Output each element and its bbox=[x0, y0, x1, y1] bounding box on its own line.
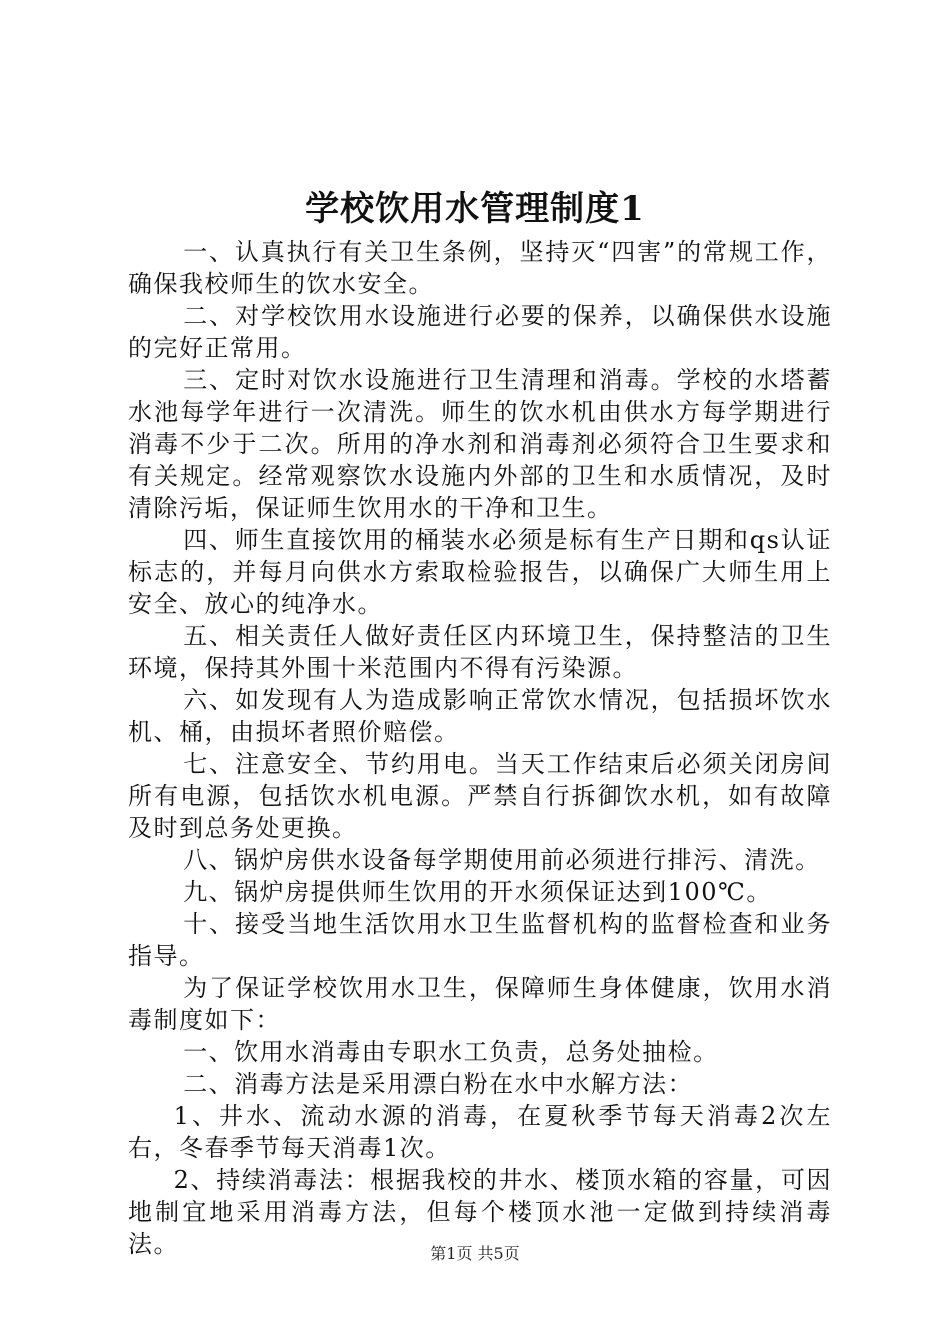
paragraph: 为了保证学校饮用水卫生，保障师生身体健康，饮用水消毒制度如下： bbox=[128, 974, 832, 1034]
paragraph: 三、定时对饮水设施进行卫生清理和消毒。学校的水塔蓄水池每学年进行一次清洗。师生的饮水机由供水方每学期进行消毒不少于二次。所用的净水剂和消毒剂必须符合卫生要求和有关规定。经常观察饮水设施内外部的卫生和水质情况，及时清除污垢，保证师生饮用水的干净和卫生。 bbox=[128, 366, 832, 522]
paragraph: 二、消毒方法是采用漂白粉在水中水解方法： bbox=[183, 1070, 694, 1098]
paragraph: 九、锅炉房提供师生饮用的开水须保证达到100℃。 bbox=[183, 878, 772, 906]
paragraph: 四、师生直接饮用的桶装水必须是标有生产日期和qs认证标志的，并每月向供水方索取检验报告，以确保广大师生用上安全、放心的纯净水。 bbox=[128, 526, 832, 618]
paragraph: 七、注意安全、节约用电。当天工作结束后必须关闭房间所有电源，包括饮水机电源。严禁自行拆御饮水机，如有故障及时到总务处更换。 bbox=[128, 750, 832, 842]
paragraph: 六、如发现有人为造成影响正常饮水情况，包括损坏饮水机、桶，由损坏者照价赔偿。 bbox=[128, 686, 832, 746]
paragraph: 五、相关责任人做好责任区内环境卫生，保持整洁的卫生环境，保持其外围十米范围内不得有污染源。 bbox=[128, 622, 832, 682]
document-title: 学校饮用水管理制度1 bbox=[305, 189, 645, 229]
page-footer: 第1页 共5页 bbox=[430, 1244, 520, 1263]
paragraph: 2、持续消毒法：根据我校的井水、楼顶水箱的容量，可因地制宜地采用消毒方法，但每个楼顶水池一定做到持续消毒法。 bbox=[128, 1166, 832, 1258]
paragraph: 八、锅炉房供水设备每学期使用前必须进行排污、清洗。 bbox=[183, 846, 821, 874]
paragraph: 1、井水、流动水源的消毒，在夏秋季节每天消毒2次左右，冬春季节每天消毒1次。 bbox=[128, 1102, 832, 1162]
document-body bbox=[128, 236, 832, 1260]
paragraph: 十、接受当地生活饮用水卫生监督机构的监督检查和业务指导。 bbox=[128, 910, 832, 970]
paragraph: 二、对学校饮用水设施进行必要的保养，以确保供水设施的完好正常用。 bbox=[128, 302, 832, 362]
paragraph: 一、饮用水消毒由专职水工负责，总务处抽检。 bbox=[183, 1038, 719, 1066]
paragraph: 一、认真执行有关卫生条例，坚持灭“四害”的常规工作，确保我校师生的饮水安全。 bbox=[128, 238, 832, 298]
